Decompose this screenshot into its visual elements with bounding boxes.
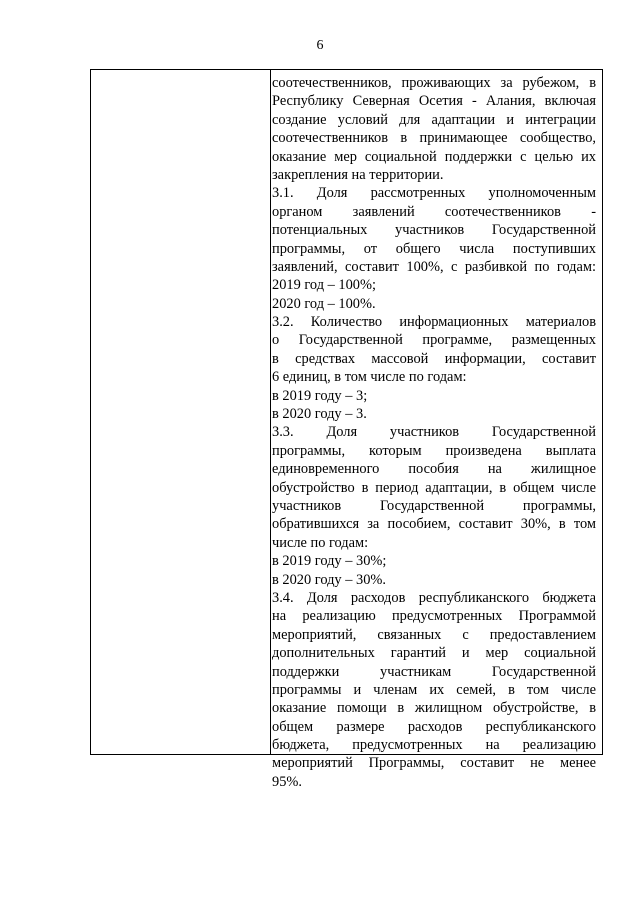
text-line: заявлений, составит 100%, с разбивкой по годам: [272,258,596,275]
text-line: в 2020 году – 30%. [272,571,386,588]
text-line: соотечественников, проживающих за рубежом, в [272,75,596,91]
text-line: обустройство в период адаптации, в общем числе [272,479,596,496]
text-line: в 2019 году – 30%; [272,553,387,570]
text-line: 3.1. Доля рассмотренных уполномоченным [272,185,596,202]
text-line: бюджета, предусмотренных на реализацию [272,737,596,754]
page-number: 6 [316,38,324,53]
text-line: общем размере расходов республиканского [272,718,596,735]
text-line: поддержки участникам Государственной [272,663,596,680]
text-line: единовременного пособия на жилищное [272,461,596,478]
text-line: соотечественников в принимающее сообщество, [272,130,596,147]
text-line: программы, которым произведена выплата [272,442,596,459]
text-line: оказание мер социальной поддержки с целью их [272,148,596,165]
table-right-column [272,74,596,791]
text-line: на реализацию предусмотренных Программой [272,608,596,625]
text-line: закрепления на территории. [272,166,444,183]
text-line: участников Государственной программы, [272,497,596,514]
text-line: дополнительных гарантий и мер социальной [272,645,596,662]
text-line: потенциальных участников Государственной [272,222,596,239]
text-line: в 2019 году – 3; [272,387,368,404]
text-line: 3.3. Доля участников Государственной [272,424,596,441]
text-line: числе по годам: [272,534,369,551]
text-line: 2019 год – 100%; [272,277,376,294]
text-line: программы, от общего числа поступивших [272,240,596,257]
text-line: оказание помощи в жилищном обустройстве, в [272,700,596,717]
text-line: создание условий для адаптации и интеграции [272,111,596,128]
text-line: мероприятий Программы, составит не менее [272,755,596,772]
text-line: о Государственной программе, размещенных [272,332,596,349]
text-line: органом заявлений соотечественников - [272,203,596,220]
text-line: мероприятий, связанных с предоставлением [272,626,596,643]
text-line: 2020 год – 100%. [272,295,376,312]
text-line: 3.4. Доля расходов республиканского бюджета [272,589,596,606]
text-line: 3.2. Количество информационных материалов [272,314,596,331]
text-line: Республику Северная Осетия - Алания, включая [272,93,596,110]
text-line: в средствах массовой информации, составит [272,350,596,367]
document-table [90,69,603,790]
text-line: 95%. [272,773,302,790]
text-line: 6 единиц, в том числе по годам: [272,369,467,386]
text-line: в 2020 году – 3. [272,406,367,423]
table-left-column [91,70,271,754]
text-line: программы и членам их семей, в том числе [272,681,596,698]
text-line: обратившихся за пособием, составит 30%, в том [272,516,596,533]
